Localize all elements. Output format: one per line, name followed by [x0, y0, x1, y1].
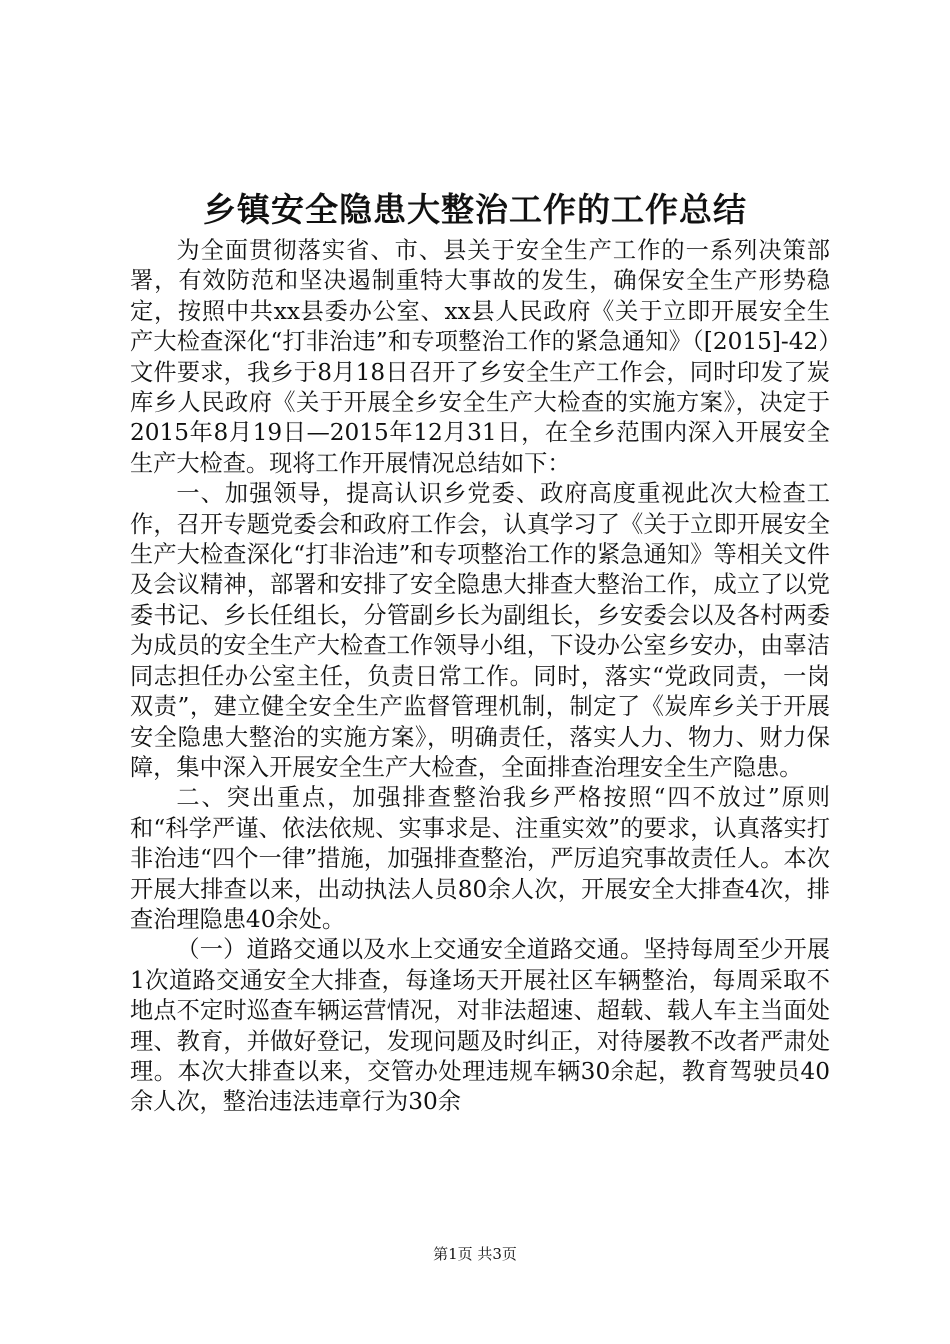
page-number-footer: 第1页 共3页	[433, 1245, 517, 1263]
document-body	[130, 236, 830, 1118]
paragraph-key-points: 二、突出重点，加强排查整治我乡严格按照“四不放过”原则和“科学严谨、依法依规、实事求是、注重实效”的要求，认真落实打非治违“四个一律”措施，加强排查整治，严厉追究事故责任人。本次开展大排查以来，出动执法人员80余人次，开展安全大排查4次，排查治理隐患40余处。	[130, 784, 830, 933]
document-title: 乡镇安全隐患大整治工作的工作总结	[203, 190, 747, 229]
paragraph-intro: 为全面贯彻落实省、市、县关于安全生产工作的一系列决策部署，有效防范和坚决遏制重特大事故的发生，确保安全生产形势稳定，按照中共xx县委办公室、xx县人民政府《关于立即开展安全生产大检查深化“打非治违”和专项整治工作的紧急通知》（[2015]-42）文件要求，我乡于8月18日召开了乡安全生产工作会，同时印发了炭库乡人民政府《关于开展全乡安全生产大检查的实施方案》，决定于2015年8月19日—2015年12月31日，在全乡范围内深入开展安全生产大检查。现将工作开展情况总结如下：	[130, 237, 830, 477]
paragraph-leadership: 一、加强领导，提高认识乡党委、政府高度重视此次大检查工作，召开专题党委会和政府工作会，认真学习了《关于立即开展安全生产大检查深化“打非治违”和专项整治工作的紧急通知》等相关文件及会议精神，部署和安排了安全隐患大排查大整治工作，成立了以党委书记、乡长任组长，分管副乡长为副组长，乡安委会以及各村两委为成员的安全生产大检查工作领导小组，下设办公室乡安办，由辜洁同志担任办公室主任，负责日常工作。同时，落实“党政同责，一岗双责”，建立健全安全生产监督管理机制，制定了《炭库乡关于开展安全隐患大整治的实施方案》，明确责任，落实人力、物力、财力保障，集中深入开展安全生产大检查，全面排查治理安全生产隐患。	[130, 480, 830, 781]
paragraph-traffic-safety: （一）道路交通以及水上交通安全道路交通。坚持每周至少开展1次道路交通安全大排查，每逢场天开展社区车辆整治，每周采取不地点不定时巡查车辆运营情况，对非法超速、超载、载人车主当面处理、教育，并做好登记，发现问题及时纠正，对待屡教不改者严肃处理。本次大排查以来，交管办处理违规车辆30余起，教育驾驶员40余人次，整治违法违章行为30余	[130, 936, 830, 1116]
